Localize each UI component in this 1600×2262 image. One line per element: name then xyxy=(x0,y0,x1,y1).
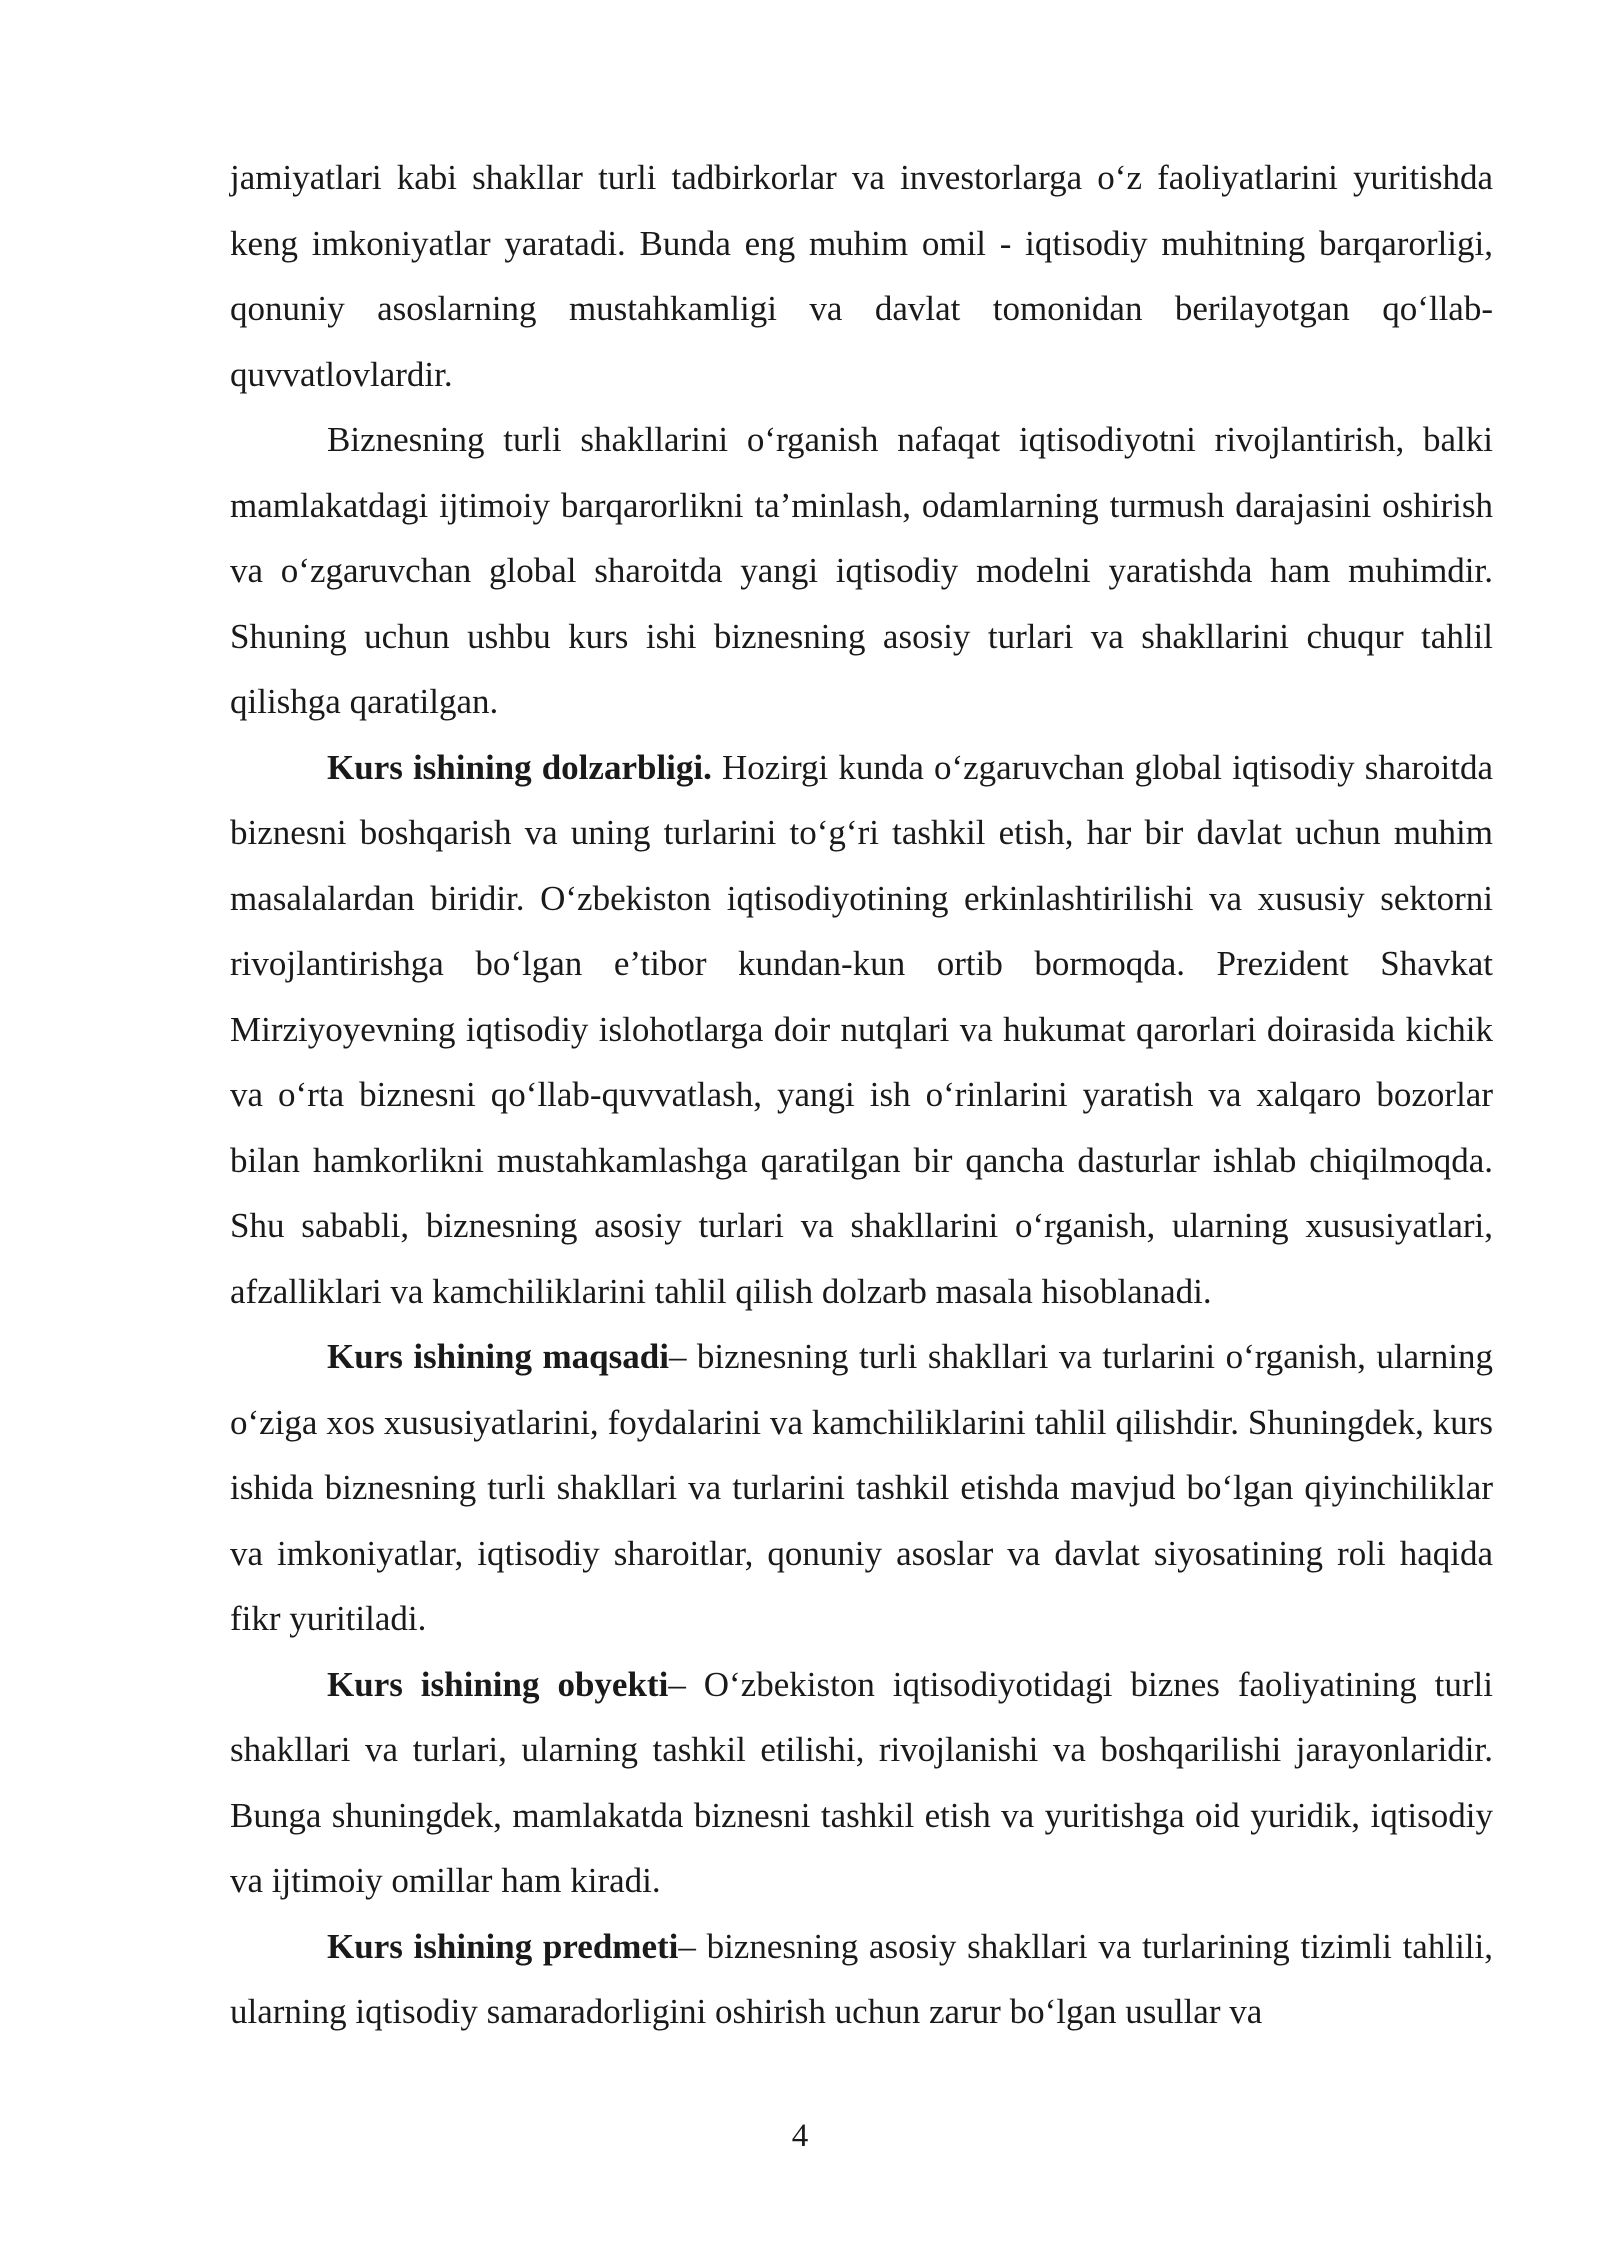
paragraph-relevance xyxy=(230,735,1493,1325)
relevance-text: Hozirgi kunda o‘zgaruvchan global iqtisodiy sharoitda biznesni boshqarish va uning turlarini to‘g‘ri tashkil etish, har bir davlat uchun muhim masalalardan biridir. O‘zbekiston iqtisodiyotining erkinlashtirilishi va xususiy sektorni rivojlantirishga bo‘lgan e’tibor kundan-kun ortib bormoqda. Prezident Shavkat Mirziyoyevning iqtisodiy islohotlarga doir nutqlari va hukumat qarorlari doirasida kichik va o‘rta biznesni qo‘llab-quvvatlash, yangi ish o‘rinlarini yaratish va xalqaro bozorlar bilan hamkorlikni mustahkamlashga qaratilgan bir qancha dasturlar ishlab chiqilmoqda. Shu sababli, biznesning asosiy turlari va shakllarini o‘rganish, ularning xususiyatlari, afzalliklari va kamchiliklarini tahlil qilish dolzarb masala hisoblanadi. xyxy=(230,747,1493,1311)
subject-heading: Kurs ishining predmeti xyxy=(327,1926,679,1966)
paragraph-1-text: jamiyatlari kabi shakllar turli tadbirkorlar va investorlarga o‘z faoliyatlarini yuritishda keng imkoniyatlar yaratadi. Bunda eng muhim omil - iqtisodiy muhitning barqarorligi, qonuniy asoslarning mustahkamligi va davlat tomonidan berilayotgan qo‘llab-quvvatlovlardir. xyxy=(230,158,1493,394)
paragraph-2-text: Biznesning turli shakllarini o‘rganish nafaqat iqtisodiyotni rivojlantirish, balki mamlakatdagi ijtimoiy barqarorlikni ta’minlash, odamlarning turmush darajasini oshirish va o‘zgaruvchan global sharoitda yangi iqtisodiy modelni yaratishda ham muhimdir. Shuning uchun ushbu kurs ishi biznesning asosiy turlari va shakllarini chuqur tahlil qilishga qaratilgan. xyxy=(230,420,1493,721)
paragraph-1 xyxy=(230,145,1493,407)
relevance-heading: Kurs ishining dolzarbligi. xyxy=(327,747,712,787)
paragraph-subject xyxy=(230,1914,1493,2045)
goal-heading: Kurs ishining maqsadi xyxy=(327,1337,669,1376)
paragraph-object xyxy=(230,1652,1493,1914)
goal-text: – biznesning turli shakllari va turlarini o‘rganish, ularning o‘ziga xos xususiyatlarini, foydalarini va kamchiliklarini tahlil qilishdir. Shuningdek, kurs ishida biznesning turli shakllari va turlarini tashkil etishda mavjud bo‘lgan qiyinchiliklar va imkoniyatlar, iqtisodiy sharoitlar, qonuniy asoslar va davlat siyosatining roli haqida fikr yuritiladi. xyxy=(230,1337,1493,1638)
object-heading: Kurs ishining obyekti xyxy=(327,1664,669,1704)
subject-text: – biznesning asosiy shakllari va turlarining tizimli tahlili, ularning iqtisodiy samaradorligini oshirish uchun zarur bo‘lgan usullar va xyxy=(230,1926,1493,2031)
page-number: 4 xyxy=(791,2118,809,2154)
body-text xyxy=(230,145,1493,2045)
paragraph-goal xyxy=(230,1324,1493,1652)
object-text: – O‘zbekiston iqtisodiyotidagi biznes faoliyatining turli shakllari va turlari, ularning tashkil etilishi, rivojlanishi va boshqarilishi jarayonlaridir. Bunga shuningdek, mamlakatda biznesni tashkil etish va yuritishga oid yuridik, iqtisodiy va ijtimoiy omillar ham kiradi. xyxy=(230,1664,1493,1900)
paragraph-2 xyxy=(230,407,1493,735)
